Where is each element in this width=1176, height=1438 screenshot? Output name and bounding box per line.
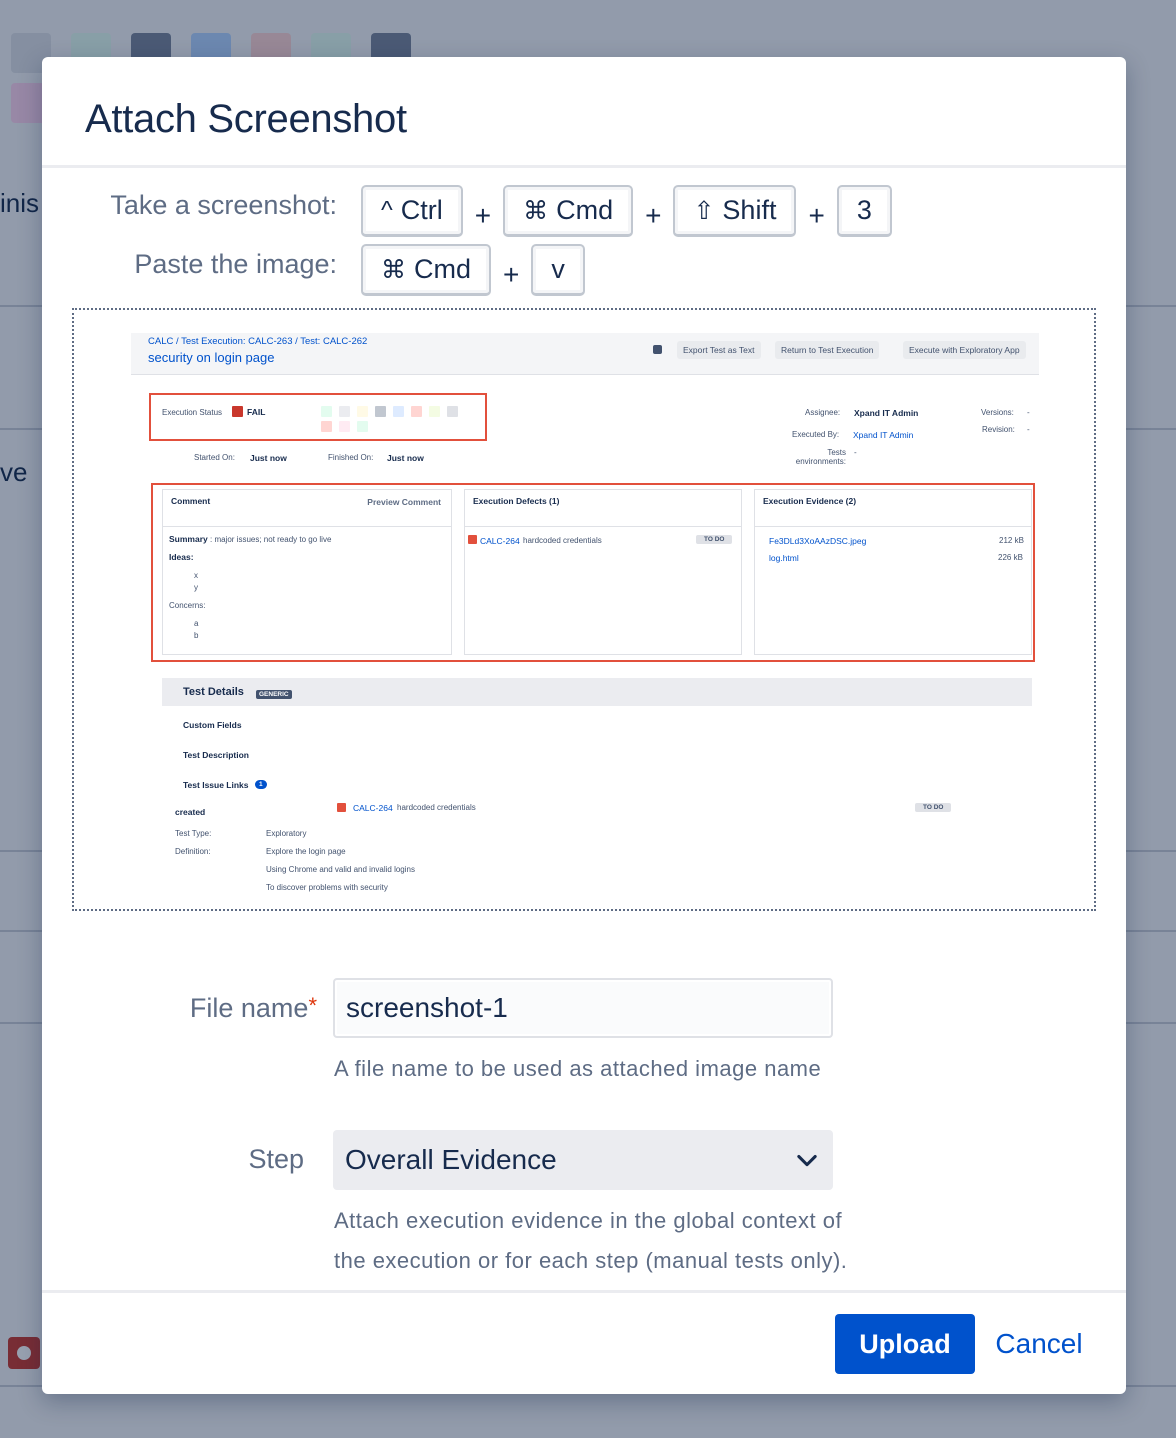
return-button: Return to Test Execution: [775, 341, 879, 359]
evidence-size: 226 kB: [998, 553, 1023, 562]
comment-ideas-label: Ideas:: [169, 552, 194, 562]
export-button: Export Test as Text: [677, 341, 761, 359]
comment-title: Comment: [171, 496, 211, 506]
plus-sign: +: [503, 259, 520, 290]
versions-value: -: [1027, 408, 1030, 417]
panel-divider: [465, 526, 741, 527]
finished-on-label: Finished On:: [328, 453, 374, 462]
step-help-line1: Attach execution evidence in the global context of: [334, 1208, 843, 1233]
attach-screenshot-dialog: [42, 57, 1126, 1394]
bug-icon: [337, 803, 346, 812]
defect-key: CALC-264: [480, 536, 520, 546]
assignee-value: Xpand IT Admin: [854, 408, 919, 418]
plus-sign: +: [474, 200, 492, 231]
preview-summary: security on login page: [148, 350, 275, 365]
plus-sign: +: [645, 200, 662, 231]
dialog-title: Attach Screenshot: [85, 97, 407, 141]
status-swatch: [429, 406, 440, 417]
step-label: Step: [248, 1144, 304, 1174]
file-name-label: [142, 993, 317, 1024]
key-cmd: [361, 244, 491, 296]
comment-concerns-label: Concerns:: [169, 601, 206, 610]
link-key: CALC-264: [353, 803, 393, 813]
key-ctrl: [361, 185, 463, 237]
assignee-label: Assignee:: [805, 408, 841, 417]
paste-image-label: Paste the image:: [134, 249, 337, 279]
command-icon: ⌘: [381, 255, 406, 284]
comment-concern: a: [194, 619, 199, 628]
key-label: Shift: [722, 195, 777, 225]
comment-summary-text: : major issues; not ready to go live: [210, 535, 332, 544]
links-count-badge: 1: [255, 780, 267, 789]
key-3: [837, 185, 892, 237]
link-text: hardcoded credentials: [397, 803, 476, 812]
evidence-panel: [754, 489, 1032, 655]
status-swatch: [339, 406, 350, 417]
feedback-icon: [653, 345, 662, 354]
executed-by-label: Executed By:: [792, 430, 840, 439]
file-name-input[interactable]: [333, 978, 833, 1038]
step-selected-value: Overall Evidence: [345, 1144, 557, 1175]
paste-area[interactable]: [72, 308, 1096, 911]
exploratory-button: Execute with Exploratory App: [903, 341, 1026, 359]
status-swatch: [357, 406, 368, 417]
defects-title: Execution Defects (1): [473, 496, 560, 506]
definition-line: Using Chrome and valid and invalid logins: [266, 865, 415, 874]
plus-sign: +: [808, 200, 825, 231]
exec-status-value: FAIL: [247, 407, 266, 417]
panel-divider: [163, 526, 451, 527]
definition-line: Explore the login page: [266, 847, 346, 856]
generic-badge: GENERIC: [256, 690, 292, 699]
bg-partial-text: ve: [0, 457, 28, 487]
test-description-toggle: Test Description: [183, 750, 249, 760]
evidence-file: log.html: [769, 553, 799, 563]
link-status: TO DO: [915, 803, 951, 812]
key-label: Cmd: [414, 254, 472, 284]
created-label: created: [175, 807, 206, 817]
tests-env-value: -: [854, 448, 857, 457]
key-label: v: [551, 254, 565, 284]
shift-icon: ⇧: [693, 196, 715, 225]
fail-swatch: [232, 406, 243, 417]
defect-text: hardcoded credentials: [523, 536, 602, 545]
finished-on-value: Just now: [387, 453, 424, 463]
preview-breadcrumb: CALC / Test Execution: CALC-263 / Test: CALC-262: [148, 336, 368, 347]
test-details-title: Test Details: [183, 686, 244, 698]
status-swatch: [375, 406, 386, 417]
cancel-button[interactable]: Cancel: [984, 1314, 1094, 1374]
command-icon: ⌘: [523, 196, 549, 225]
key-v: [531, 244, 585, 296]
required-indicator: *: [308, 993, 317, 1018]
take-screenshot-label: Take a screenshot:: [110, 190, 337, 220]
versions-label: Versions:: [981, 408, 1014, 417]
annotation-rect: [149, 393, 487, 441]
test-type-value: Exploratory: [266, 829, 307, 838]
take-screenshot-shortcut: [361, 185, 892, 237]
bg-partial-text: inis: [0, 188, 40, 218]
comment-idea: y: [194, 583, 198, 592]
chevron-down-icon: [793, 1146, 821, 1174]
status-swatch: [339, 421, 350, 432]
test-type-label: Test Type:: [175, 829, 212, 838]
test-details-section: [162, 678, 1032, 893]
evidence-file: Fe3DLd3XoAAzDSC.jpeg: [769, 536, 867, 546]
preview-comment-link: Preview Comment: [367, 497, 441, 507]
footer-divider: [42, 1290, 1126, 1293]
definition-line: To discover problems with security: [266, 883, 388, 892]
started-on-label: Started On:: [194, 453, 235, 462]
caret-icon: ^: [381, 196, 393, 224]
exec-status-label: Execution Status: [162, 408, 223, 417]
preview-header: [131, 333, 1039, 375]
bug-icon: [468, 535, 477, 544]
status-swatch: [321, 406, 332, 417]
custom-fields-toggle: Custom Fields: [183, 720, 242, 730]
step-select[interactable]: [333, 1130, 833, 1190]
definition-label: Definition:: [175, 847, 211, 856]
defect-status: TO DO: [696, 535, 732, 544]
status-swatch: [321, 421, 332, 432]
status-swatch: [357, 421, 368, 432]
status-swatch: [393, 406, 404, 417]
comment-panel: [162, 489, 452, 655]
pasted-screenshot-preview: [131, 333, 1039, 893]
key-label: Ctrl: [400, 195, 443, 225]
executed-by-value: Xpand IT Admin: [853, 430, 914, 440]
revision-value: -: [1027, 425, 1030, 434]
key-cmd: [503, 185, 633, 237]
started-on-value: Just now: [250, 453, 287, 463]
key-label: Cmd: [556, 195, 614, 225]
revision-label: Revision:: [982, 425, 1015, 434]
step-help-line2: the execution or for each step (manual tests only).: [334, 1248, 848, 1273]
tests-env-label: Tests environments:: [795, 448, 846, 466]
panel-divider: [755, 526, 1031, 527]
file-name-label-text: File name: [189, 993, 309, 1023]
test-issue-links-toggle: Test Issue Links: [183, 780, 249, 790]
header-divider: [42, 165, 1126, 168]
key-label: 3: [856, 195, 872, 225]
comment-concern: b: [194, 631, 199, 640]
key-shift: [673, 185, 796, 237]
status-swatch: [411, 406, 422, 417]
comment-idea: x: [194, 571, 198, 580]
paste-image-shortcut: [361, 244, 585, 296]
evidence-size: 212 kB: [999, 536, 1024, 545]
test-details-header: [162, 678, 1032, 706]
comment-summary-label: Summary: [169, 534, 208, 544]
status-swatch: [447, 406, 458, 417]
defects-panel: [464, 489, 742, 655]
upload-button[interactable]: Upload: [835, 1314, 975, 1374]
evidence-title: Execution Evidence (2): [763, 496, 857, 506]
file-name-help: A file name to be used as attached image name: [334, 1056, 822, 1081]
